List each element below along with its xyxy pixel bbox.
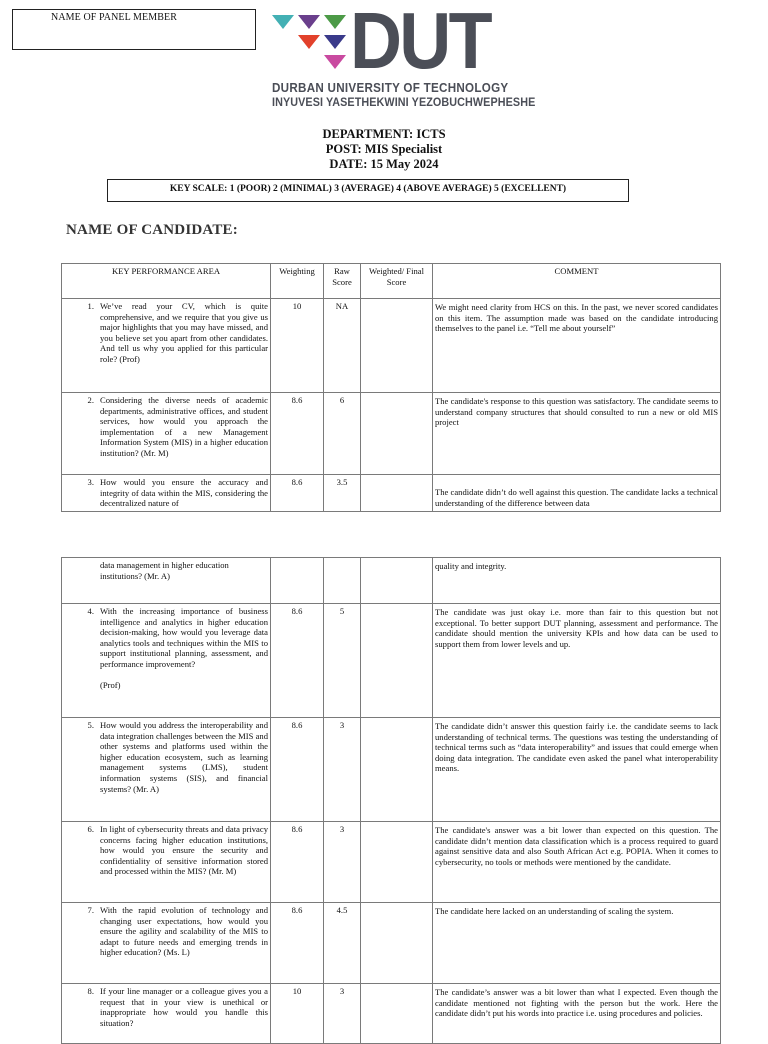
row-weighting: 8.6 <box>271 393 324 475</box>
row-question: In light of cybersecurity threats and data privacy concerns facing higher education institutions, how would you ensure the security and confidentiality of sensitive information stored and processed within the MIS? (Mr. M) <box>100 824 268 877</box>
row-raw-score: 5 <box>324 604 361 718</box>
candidate-name-label: NAME OF CANDIDATE: <box>66 222 238 238</box>
assessment-table-page2 <box>61 557 721 1044</box>
row-raw-score: 3.5 <box>324 475 361 512</box>
row-raw-score: NA <box>324 299 361 393</box>
row-question: With the rapid evolution of technology and changing user expectations, how would you ensure the agility and scalability of the MIS to adapt to future needs and emerging trends in higher education? (Ms. L) <box>100 905 268 958</box>
row-weighting: 8.6 <box>271 718 324 822</box>
row-comment: The candidate's answer was a bit lower than expected on this question. The candidate didn’t mention data classification which is a process required to guard against sensitive data and also South African Act e.g. POPIA. When it comes to cybersecurity, no tools or methods were mentioned by the candidate. <box>433 822 721 903</box>
table-row <box>62 822 721 903</box>
row-comment-continued: quality and integrity. <box>433 558 721 604</box>
header-comment: COMMENT <box>433 264 721 299</box>
table-row <box>62 393 721 475</box>
row-question: With the increasing importance of business intelligence and analytics in higher education decision-making, how would you leverage data analytics tools and techniques within the MIS to support institutional planning, assessment, and performance improvement? <box>100 606 268 669</box>
row-question: We’ve read your CV, which is quite comprehensive, and we require that you give us major highlights that you may have missed, and you believe set you apart from other candidates. And tell us why you applied for this particular role? (Prof) <box>100 301 268 364</box>
key-scale-box <box>107 179 629 202</box>
row-weighting: 8.6 <box>271 604 324 718</box>
date-heading: DATE: 15 May 2024 <box>329 157 439 171</box>
row-number: 8. <box>87 986 94 996</box>
panel-member-label: NAME OF PANEL MEMBER <box>51 12 177 23</box>
row-number: 2. <box>87 395 94 405</box>
header-weighting: Weighting <box>271 264 324 299</box>
row-comment: The candidate didn’t do well against this question. The candidate lacks a technical understanding of the difference between data <box>433 475 721 512</box>
row-comment: The candidate's response to this question was satisfactory. The candidate seems to understand company structures that should consulted to run a new or old MIS project <box>433 393 721 475</box>
row-number: 3. <box>87 477 94 487</box>
row-raw-score: 3 <box>324 822 361 903</box>
row-raw-score: 3 <box>324 984 361 1044</box>
department-heading: DEPARTMENT: ICTS <box>322 127 446 141</box>
row-weighted-score <box>361 903 433 984</box>
table-row <box>62 984 721 1044</box>
row-weighted-score <box>361 822 433 903</box>
row-number: 4. <box>87 606 94 616</box>
table-row <box>62 604 721 718</box>
row-question-continued: data management in higher education institutions? (Mr. A) <box>100 560 229 581</box>
row-weighted-score <box>361 299 433 393</box>
row-weighting: 10 <box>271 299 324 393</box>
table-row <box>62 718 721 822</box>
row-weighted-score <box>361 393 433 475</box>
table-row <box>62 558 721 604</box>
row-question-asker: (Prof) <box>100 680 121 691</box>
row-weighting: 8.6 <box>271 903 324 984</box>
row-comment: The candidate’s answer was a bit lower than what I expected. Even though the candidate mentioned not fighting with the person but the work. Here the candidate didn’t put his words into practice i.e. using procedures and policies. <box>433 984 721 1044</box>
row-comment: The candidate here lacked on an understanding of scaling the system. <box>433 903 721 984</box>
row-raw-score: 6 <box>324 393 361 475</box>
table-row <box>62 299 721 393</box>
header-weighted-score: Weighted/ Final Score <box>361 264 433 299</box>
row-question: Considering the diverse needs of academic departments, administrative offices, and student services, how would you approach the implementation of a new Management Information System (MIS) in a higher education institution? (Mr. M) <box>100 395 268 458</box>
header-kpa: KEY PERFORMANCE AREA <box>62 264 271 299</box>
logo-university-name-zulu: INYUVESI YASETHEKWINI YEZOBUCHWEPHESHE <box>272 96 536 109</box>
row-weighted-score <box>361 604 433 718</box>
row-number: 6. <box>87 824 94 834</box>
row-number: 7. <box>87 905 94 915</box>
logo-university-name: DURBAN UNIVERSITY OF TECHNOLOGY <box>272 81 509 95</box>
row-weighting: 8.6 <box>271 822 324 903</box>
row-question: If your line manager or a colleague gives you a request that in your view is unethical or inappropriate how would you handle this situation? <box>100 986 268 1028</box>
row-question: How would you ensure the accuracy and integrity of data within the MIS, considering the decentralized nature of <box>100 477 268 509</box>
row-comment: The candidate didn’t answer this question fairly i.e. the candidate seems to lack understanding of technical terms. The questions was testing the understanding of technical terms such as “data interoperability” and issues that could emerge when doing data integration. The candidate even asked the panel what interoperability means. <box>433 718 721 822</box>
dut-logo <box>272 0 536 113</box>
row-weighted-score <box>361 475 433 512</box>
row-comment: The candidate was just okay i.e. more than fair to this question but not exceptional. To better support DUT planning, assessment and performance. The candidate should mention the university KPIs and how data can be used to support them from lower levels and up. <box>433 604 721 718</box>
logo-mark-icon <box>272 13 354 73</box>
row-question: How would you address the interoperability and data integration challenges between the MIS and other systems and platforms used within the higher education ecosystem, such as learning management systems (LMS), student information systems (SIS), and financial systems? (Mr. A) <box>100 720 268 794</box>
row-weighted-score <box>361 984 433 1044</box>
logo-wordmark: DUT <box>350 0 490 85</box>
row-weighted-score <box>361 718 433 822</box>
table-row <box>62 475 721 512</box>
row-raw-score: 3 <box>324 718 361 822</box>
post-heading: POST: MIS Specialist <box>325 142 443 156</box>
row-weighting: 8.6 <box>271 475 324 512</box>
row-number: 5. <box>87 720 94 730</box>
row-raw-score: 4.5 <box>324 903 361 984</box>
row-number: 1. <box>87 301 94 311</box>
row-weighting: 10 <box>271 984 324 1044</box>
table-header-row <box>62 264 721 299</box>
table-row <box>62 903 721 984</box>
assessment-table-page1 <box>61 263 721 512</box>
panel-member-box <box>12 9 256 50</box>
row-comment: We might need clarity from HCS on this. In the past, we never scored candidates on this item. The assumption made was based on the candidate introducing themselves to the panel i.e. “Tell me about yourself” <box>433 299 721 393</box>
key-scale-text: KEY SCALE: 1 (POOR) 2 (MINIMAL) 3 (AVERAGE) 4 (ABOVE AVERAGE) 5 (EXCELLENT) <box>169 184 567 194</box>
header-raw-score: Raw Score <box>324 264 361 299</box>
